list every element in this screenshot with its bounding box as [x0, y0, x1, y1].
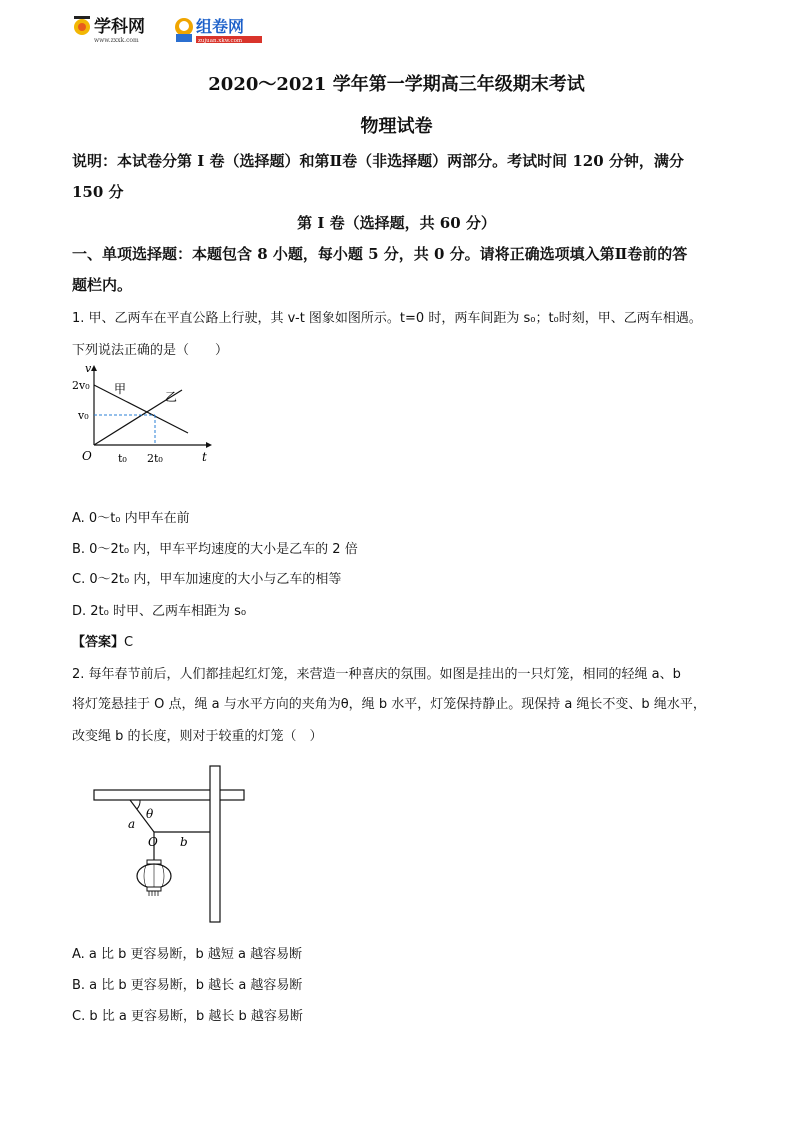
answer-value: C [124, 635, 134, 650]
q1-stem-line-2: 下列说法正确的是（ ） [72, 343, 229, 358]
t-axis-label: t [202, 450, 207, 464]
beam [94, 790, 244, 800]
q1-option-b: B. 0～2t₀ 内，甲车平均速度的大小是乙车的 2 倍 [72, 542, 358, 557]
q1-option-a: A. 0～t₀ 内甲车在前 [72, 511, 190, 526]
xuekewang-logo [74, 16, 145, 44]
part1-line-2: 题栏内。 [72, 276, 133, 294]
note-line-1: 说明：本试卷分第 I 卷（选择题）和第Ⅱ卷（非选择题）两部分。考试时间 120 分钟，满分 [72, 152, 684, 170]
exam-title: 2020～2021 学年第一学期高三年级期末考试 [208, 74, 585, 95]
answer-label: 【答案】 [72, 635, 125, 650]
v-axis-label: v [85, 362, 92, 375]
label-yi: 乙 [165, 390, 178, 404]
exam-subtitle: 物理试卷 [360, 116, 433, 137]
q1-option-d: D. 2t₀ 时甲、乙两车相距为 s₀ [72, 604, 247, 619]
rope-a-label: a [128, 817, 136, 831]
q2-option-b: B. a 比 b 更容易断，b 越长 a 越容易断 [72, 978, 303, 993]
zujuanwang-logo [175, 17, 262, 44]
part1-line-1: 一、单项选择题：本题包含 8 小题，每小题 5 分，共 0 分。请将正确选项填入第Ⅱ卷前的答 [72, 245, 688, 263]
q1-stem-line-1: 1. 甲、乙两车在平直公路上行驶，其 v-t 图象如图所示。t=0 时，两车间距为 s₀；t₀时刻，甲、乙两车相遇。 [72, 311, 702, 326]
q1-option-c: C. 0～2t₀ 内，甲车加速度的大小与乙车的相等 [72, 572, 342, 587]
angle-label: θ [146, 807, 154, 821]
q2-stem-line-2: 将灯笼悬挂于 O 点，绳 a 与水平方向的夹角为θ，绳 b 水平，灯笼保持静止。现保持 a 绳长不变、b 绳水平， [72, 697, 706, 712]
q2-stem-line-1: 2. 每年春节前后，人们都挂起红灯笼，来营造一种喜庆的氛围。如图是挂出的一只灯笼，相同的轻绳 a、b [72, 667, 681, 682]
q1-vt-graph [70, 360, 230, 472]
section-title: 第 I 卷（选择题，共 60 分） [297, 214, 496, 232]
lantern-icon [137, 860, 171, 896]
angle-arc [137, 800, 140, 809]
t-axis-arrow [206, 442, 212, 448]
logo-graphic [72, 12, 272, 46]
point-o-label: O [148, 835, 158, 849]
note-line-2: 150 分 [72, 183, 124, 201]
v-axis-arrow [91, 365, 97, 371]
y-tick-v0: v₀ [78, 409, 89, 422]
q2-lantern-figure [92, 762, 252, 924]
header-logos [72, 12, 272, 46]
q2-option-c: C. b 比 a 更容易断，b 越长 b 越容易断 [72, 1009, 303, 1024]
origin-label: O [82, 449, 92, 463]
y-tick-2v0: 2v₀ [72, 379, 90, 392]
label-jia: 甲 [114, 382, 127, 396]
logo1-text: 学科网 [94, 17, 145, 37]
post [210, 766, 220, 922]
logo2-text: 组卷网 [196, 17, 245, 36]
logo1-sub: www.zxxk.com [94, 37, 139, 44]
logo2-sub: zujuan.xkw.com [198, 38, 243, 44]
q2-stem-line-3: 改变绳 b 的长度，则对于较重的灯笼（ ） [72, 729, 323, 744]
rope-b-label: b [180, 835, 188, 849]
x-tick-t0: t₀ [118, 452, 127, 465]
q2-option-a: A. a 比 b 更容易断，b 越短 a 越容易断 [72, 947, 303, 962]
q1-answer [72, 631, 133, 650]
x-tick-2t0: 2t₀ [147, 452, 163, 465]
